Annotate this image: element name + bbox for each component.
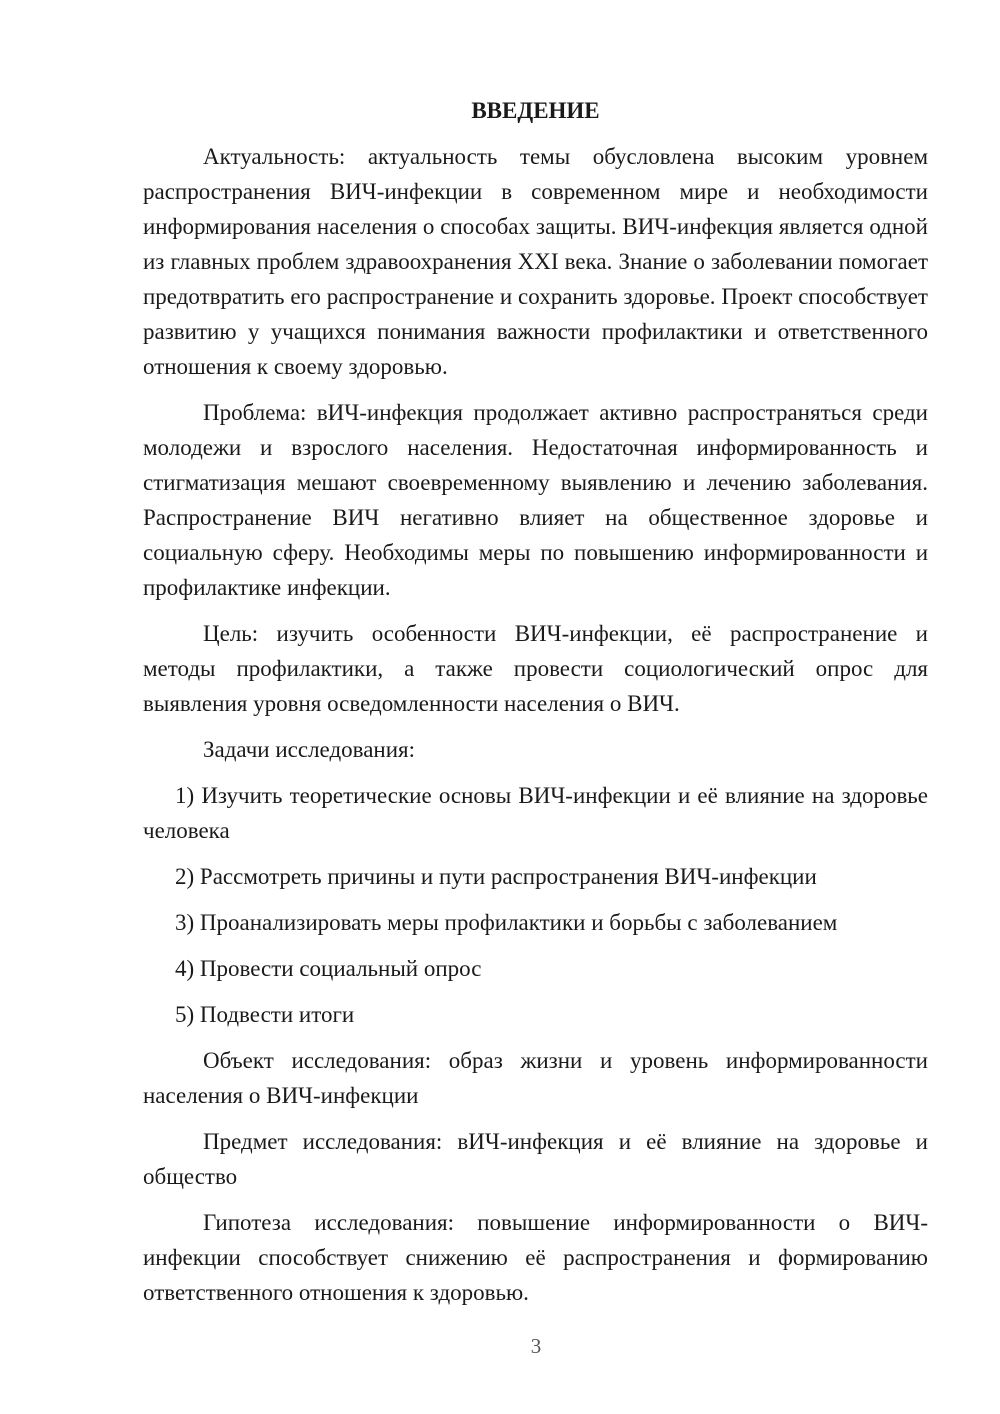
page-number: 3 bbox=[530, 1334, 542, 1358]
tasks-heading: Задачи исследования: bbox=[203, 737, 416, 762]
task-item-4: 4) Провести социальный опрос bbox=[175, 956, 482, 981]
object-paragraph: Объект исследования: образ жизни и уровень информированности населения о ВИЧ-инфекции bbox=[143, 1048, 928, 1108]
goal-paragraph: Цель: изучить особенности ВИЧ-инфекции, её распространение и методы профилактики, а также провести социологический опрос для выявления уровня осведомленности населения о ВИЧ. bbox=[143, 621, 928, 716]
subject-paragraph: Предмет исследования: вИЧ-инфекция и её влияние на здоровье и общество bbox=[143, 1129, 928, 1189]
task-item-1: 1) Изучить теоретические основы ВИЧ-инфекции и её влияние на здоровье человека bbox=[143, 783, 928, 843]
task-item-3: 3) Проанализировать меры профилактики и борьбы с заболеванием bbox=[175, 910, 838, 935]
hypothesis-paragraph: Гипотеза исследования: повышение информированности о ВИЧ-инфекции способствует снижению её распространения и формированию ответственного отношения к здоровью. bbox=[143, 1210, 928, 1305]
page-content bbox=[143, 93, 928, 1321]
task-item-5: 5) Подвести итоги bbox=[175, 1002, 355, 1027]
problem-paragraph: Проблема: вИЧ-инфекция продолжает активно распространяться среди молодежи и взрослого населения. Недостаточная информированность и стигматизация мешают своевременному выявлению и лечению заболевания. Распространение ВИЧ негативно влияет на общественное здоровье и социальную сферу. Необходимы меры по повышению информированности и профилактике инфекции. bbox=[143, 400, 928, 600]
task-item-2: 2) Рассмотреть причины и пути распространения ВИЧ-инфекции bbox=[175, 864, 817, 889]
page-title: ВВЕДЕНИЕ bbox=[471, 98, 600, 123]
relevance-paragraph: Актуальность: актуальность темы обусловлена высоким уровнем распространения ВИЧ-инфекции в современном мире и необходимости информирования населения о способах защиты. ВИЧ-инфекция является одной из главных проблем здравоохранения XXI века. Знание о заболевании помогает предотвратить его распространение и сохранить здоровье. Проект способствует развитию у учащихся понимания важности профилактики и ответственного отношения к своему здоровью. bbox=[143, 144, 928, 379]
